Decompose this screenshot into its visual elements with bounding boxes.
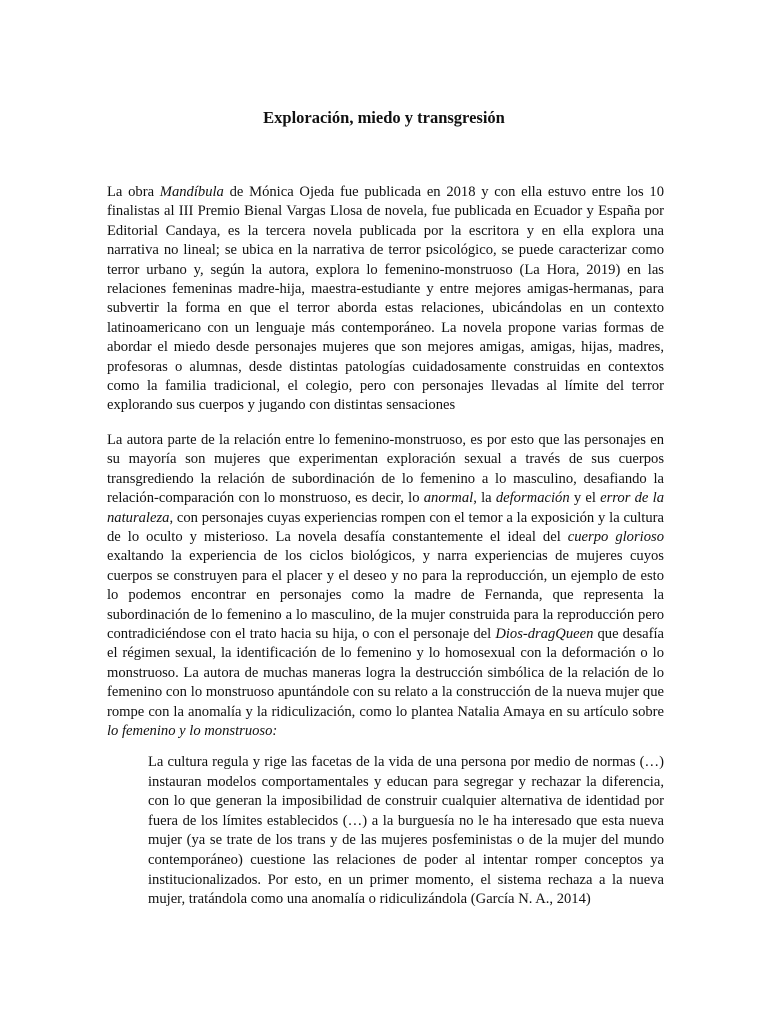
paragraph-intro [107,183,664,416]
term-italic: anormal [423,490,474,507]
paragraph-analysis-text: y el [569,490,601,507]
paragraph-analysis [107,431,664,742]
paragraph-analysis-text: , la [473,490,496,507]
paragraph-analysis-text: , con personajes cuyas experiencias rompen con el temor a la exposición y la cultura de lo oculto y misterioso. La novela desafía constantemente el ideal del [107,509,664,546]
document-title: Exploración, miedo y transgresión [263,108,505,127]
term-italic: error de la naturaleza [107,490,664,526]
paragraph-intro-text: La obra [107,184,160,200]
article-title-italic: lo femenino y lo monstruoso: [107,723,278,740]
paragraph-intro-text: de Mónica Ojeda fue publicada en 2018 y con ella estuvo entre los 10 finalistas al III Premio Bienal Vargas Llosa de novela, fue publicada en Ecuador y España por Editorial Candaya, es la tercera novela publicada por la escritora y en ella explora una narrativa no lineal; se ubica en la narrativa de terror psicológico, se puede caracterizar como terror urbano y, según la autora, explora lo femenino-monstruoso (La Hora, 2019) en las relaciones femeninas madre-hija, maestra-estudiante y entre mejores amigas-hermanas, para subvertir la forma en que el terror aborda estas relaciones, ubicándolas en un contexto latinoamericano con un lenguaje más contemporáneo. La novela propone varias formas de abordar el miedo desde personajes mujeres que son mejores amigas, amigas, hijas, madres, profesoras o alumnas, desde distintas patologías cuidadosamente construidas en contextos como la familia tradicional, el colegio, pero con personajes llevadas al límite del terror explorando sus cuerpos y jugando con distintas sensaciones [107,184,664,414]
term-italic: deformación [495,490,570,507]
block-quote: La cultura regula y rige las facetas de la vida de una persona por medio de normas (…) instauran modelos comportamentales y educan para segregar y rechazar la diferencia, con lo que generan la imposibilidad de construir cualquier alternativa de identidad por fuera de los límites establecidos (…) a la burguesía no le ha interesado que esta nueva mujer (ya se trate de los trans y de las mujeres posfeministas o de la mujer del mundo contemporáneo) cuestione las relaciones de poder al intentar romper conceptos ya institucionalizados. Por esto, en un primer momento, el sistema rechaza a la nueva mujer, tratándola como una anomalía o ridiculizándola (García N. A., 2014) [148,754,664,908]
paragraph-analysis-text: exaltando la experiencia de los ciclos biológicos, y narra experiencias de mujeres cuyos cuerpos se construyen para el placer y el deseo y no para la reproducción, un ejemplo de esto lo podemos encontrar en personajes como la madre de Fernanda, que representa la subordinación de lo femenino a lo masculino, de la mujer construida para la reproducción pero contradiciéndose con el trato hacia su hija, o con el personaje del [107,548,664,643]
book-title-italic: Mandíbula [159,184,224,200]
paragraph-analysis-text: La autora parte de la relación entre lo femenino-monstruoso, es por esto que las personajes en su mayoría son mujeres que experimentan exploración sexual a través de sus cuerpos transgrediendo la relación de subordinación de lo femenino a lo masculino, desafiando la relación-comparación con lo monstruoso, es decir, lo [107,432,664,507]
term-italic: cuerpo glorioso [567,529,664,546]
paragraph-analysis-text: que desafía el régimen sexual, la identificación de lo femenino y lo homosexual con la deformación o lo monstruoso. La autora de muchas maneras logra la destrucción simbólica de la relación de lo femenino con lo monstruoso apuntándole con su relato a la construcción de la nueva mujer que rompe con la anomalía y la ridiculización, como lo plantea Natalia Amaya en su artículo sobre [107,626,664,720]
term-italic: Dios-dragQueen [495,626,594,643]
